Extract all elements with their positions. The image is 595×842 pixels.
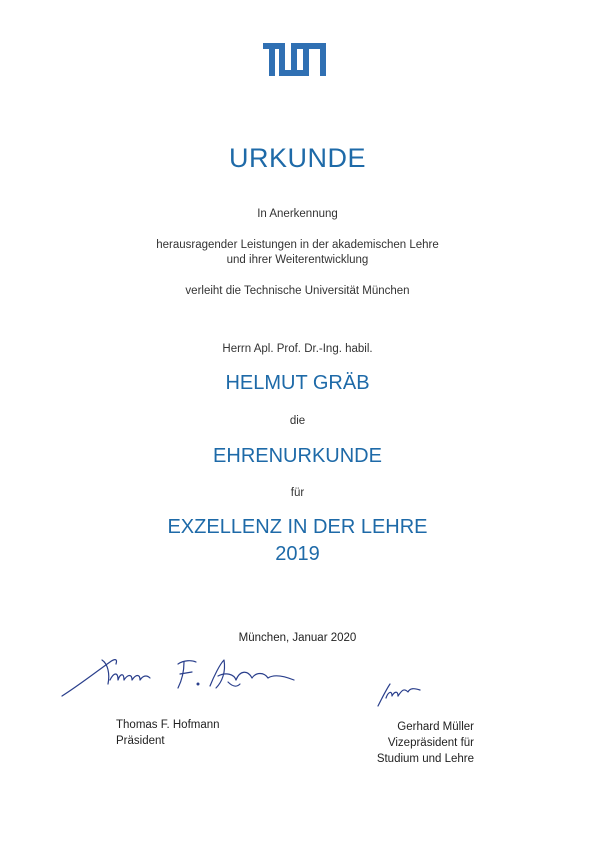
award-year: 2019	[275, 543, 320, 565]
conferred-by-text: verleiht die Technische Universität München	[185, 285, 410, 297]
signatory-left-name: Thomas F. Hofmann	[116, 719, 220, 731]
award-title: EHRENURKUNDE	[213, 445, 382, 467]
recipient-salutation: Herrn Apl. Prof. Dr.-Ing. habil.	[222, 343, 373, 355]
reason-line-2: und ihrer Weiterentwicklung	[226, 254, 369, 266]
distinction-title: EXZELLENZ IN DER LEHRE	[167, 516, 428, 538]
signatory-left-role: Präsident	[116, 735, 165, 747]
signatory-right-role-line-1: Vizepräsident für	[387, 737, 474, 749]
recipient-name: HELMUT GRÄB	[225, 372, 370, 394]
signature-mueller	[376, 680, 436, 710]
place-date: München, Januar 2020	[238, 632, 357, 644]
signatory-right-role-line-2: Studium und Lehre	[376, 753, 474, 765]
reason-line-1: herausragender Leistungen in der akademischen Lehre	[156, 239, 439, 251]
signatory-right-name: Gerhard Müller	[397, 721, 474, 733]
tum-logo	[263, 43, 326, 76]
certificate-title: URKUNDE	[228, 143, 366, 173]
article-text: die	[289, 415, 306, 427]
signature-hofmann	[58, 650, 318, 700]
recognition-text: In Anerkennung	[257, 208, 338, 220]
for-text: für	[290, 487, 305, 499]
